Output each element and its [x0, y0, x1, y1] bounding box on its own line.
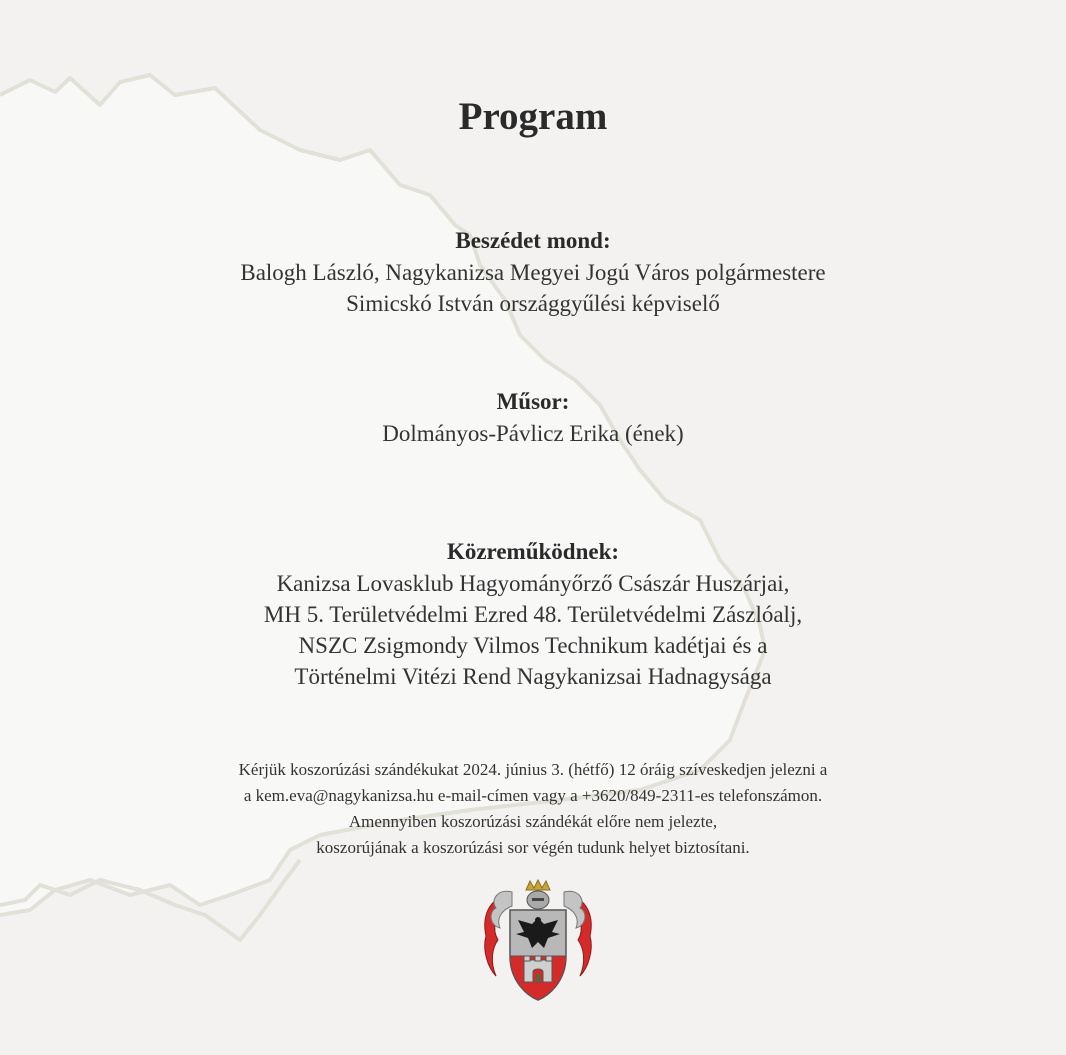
contributor-line: MH 5. Területvédelmi Ezred 48. Területvédelmi Zászlóalj, [263, 602, 803, 627]
performer-line: Dolmányos-Pávlicz Erika (ének) [382, 421, 684, 446]
nagykanizsa-coat-of-arms-icon [478, 878, 598, 1004]
performance-section [0, 386, 1066, 449]
speaker-line: Balogh László, Nagykanizsa Megyei Jogú Város polgármestere [240, 260, 826, 285]
speakers-section [0, 225, 1066, 319]
notice-line: koszorújának a koszorúzási sor végén tudunk helyet biztosítani. [316, 838, 750, 857]
contributors-heading: Közreműködnek: [446, 539, 620, 564]
contributor-line: Kanizsa Lovasklub Hagyományőrző Császár Huszárjai, [276, 571, 790, 596]
notice-line: Kérjük koszorúzási szándékukat 2024. június 3. (hétfő) 12 óráig szíveskedjen jelezni a [238, 760, 828, 779]
page-title: Program [458, 95, 608, 138]
notice-line: a kem.eva@nagykanizsa.hu e-mail-címen vagy a +3620/849-2311-es telefonszámon. [243, 786, 823, 805]
performance-heading: Műsor: [496, 389, 570, 414]
contributor-line: Történelmi Vitézi Rend Nagykanizsai Hadnagysága [294, 664, 772, 689]
wreath-notice [0, 757, 1066, 861]
contributor-line: NSZC Zsigmondy Vilmos Technikum kadétjai és a [298, 633, 768, 658]
speaker-line: Simicskó István országgyűlési képviselő [346, 291, 720, 316]
contributors-section [0, 536, 1066, 692]
speakers-heading: Beszédet mond: [455, 228, 611, 253]
notice-line: Amennyiben koszorúzási szándékát előre nem jelezte, [348, 812, 718, 831]
